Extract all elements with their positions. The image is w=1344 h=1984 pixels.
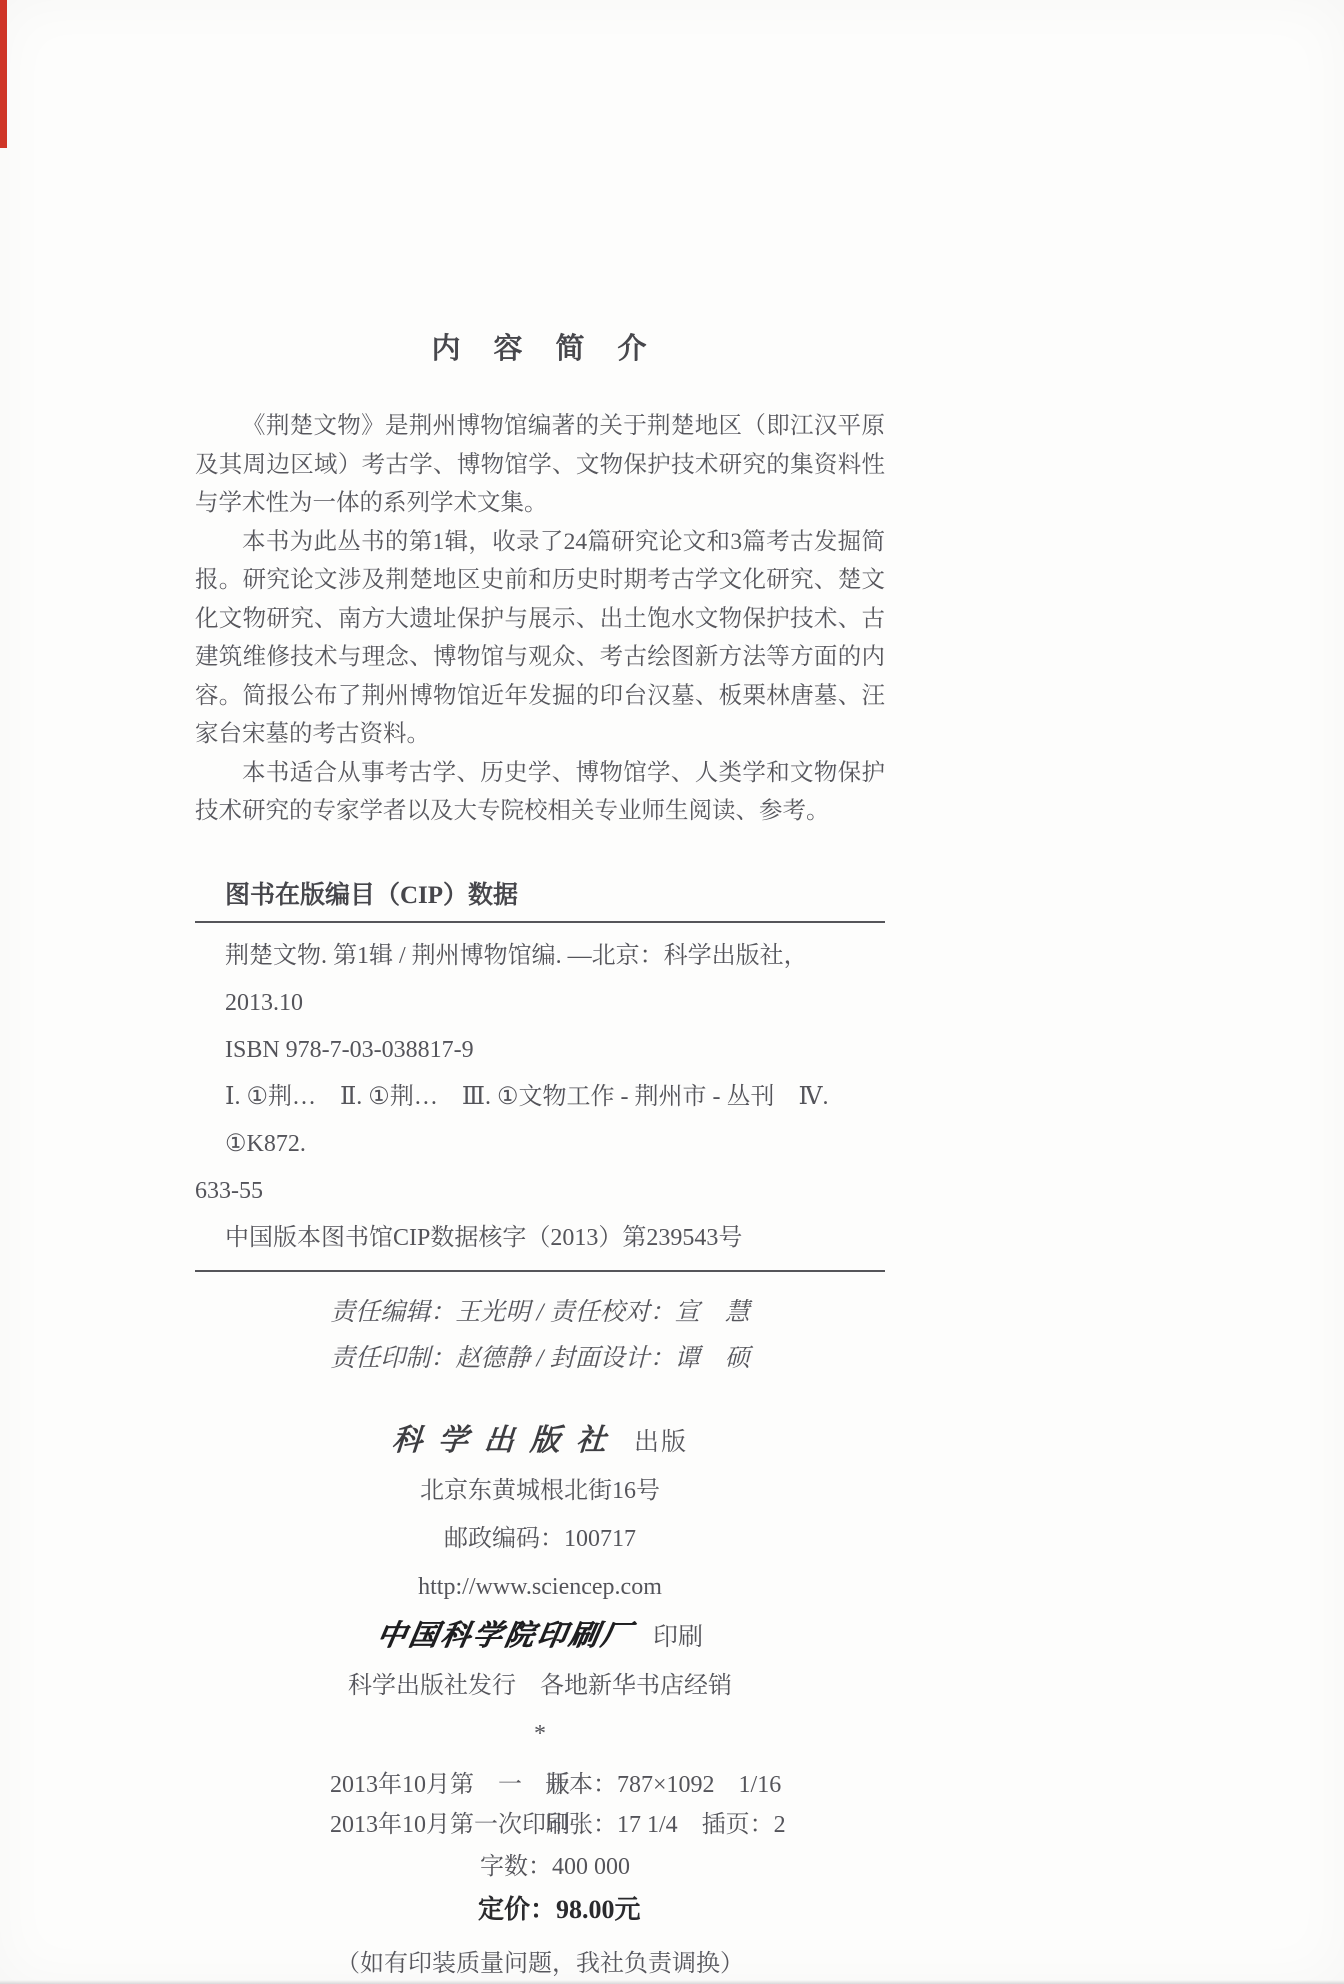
colophon	[195, 1424, 885, 1978]
edition-row	[330, 1765, 885, 1805]
quality-swap-note: （如有印装质量问题，我社负责调换）	[336, 1950, 744, 1977]
staff-line-editors: 责任编辑：王光明 / 责任校对：宣 慧	[330, 1298, 750, 1326]
price: 定价：98.00元	[478, 1894, 641, 1924]
publisher-address: 北京东黄城根北街16号	[420, 1477, 660, 1504]
summary-paragraph-2: 本书为此丛书的第1辑，收录了24篇研究论文和3篇考古发掘简报。研究论文涉及荆楚地区史前和历史时期考古学文化研究、楚文化文物研究、南方大遗址保护与展示、出土饱水文物保护技术、古建筑维修技术与理念、博物馆与观众、考古绘图新方法等方面的内容。简报公布了荆州博物馆近年发掘的印台汉墓、板栗林唐墓、汪家台宋墓的考古资料。	[195, 528, 885, 747]
cip-isbn-line: ISBN 978-7-03-038817-9	[225, 1036, 474, 1063]
content-summary-title: 内 容 简 介	[431, 333, 649, 365]
divider-star: *	[534, 1720, 546, 1747]
word-count: 字数：400 000	[480, 1853, 630, 1880]
cip-record-number-line: 中国版本图书馆CIP数据核字（2013）第239543号	[225, 1224, 743, 1251]
cip-data-block	[195, 875, 885, 1272]
staff-line-printing: 责任印制：赵德静 / 封面设计：谭 硕	[330, 1344, 750, 1372]
publisher-postcode: 邮政编码：100717	[444, 1525, 636, 1552]
publisher-website: http://www.sciencep.com	[418, 1573, 662, 1600]
printer-suffix-label: 印刷	[653, 1623, 704, 1651]
content-column	[195, 326, 885, 1984]
distribution-line: 科学出版社发行 各地新华书店经销	[348, 1672, 732, 1699]
printer-line	[195, 1618, 885, 1655]
publisher-line	[195, 1424, 885, 1460]
scan-edge-shadow	[0, 1980, 1344, 1984]
cip-header: 图书在版编目（CIP）数据	[225, 881, 519, 909]
cip-classification-continued: 633-55	[195, 1177, 263, 1204]
summary-paragraph-1: 《荆楚文物》是荆州博物馆编著的关于荆楚地区（即江汉平原及其周边区域）考古学、博物馆学、文物保护技术研究的集资料性与学术性为一体的系列学术文集。	[195, 413, 885, 516]
cip-bottom-rule	[195, 1270, 885, 1272]
staff-credits	[195, 1290, 885, 1382]
science-press-logo: 科学出版社	[390, 1422, 624, 1458]
printing-row	[330, 1805, 885, 1845]
edition-date: 2013年10月第 一 版	[330, 1771, 570, 1798]
cip-body	[195, 923, 885, 1270]
printing-date: 2013年10月第一次印刷	[330, 1811, 570, 1838]
scan-edge-artifact	[0, 0, 7, 148]
publisher-suffix-label: 出版	[633, 1428, 688, 1456]
cip-classification-line: Ⅰ. ①荆… Ⅱ. ①荆… Ⅲ. ①文物工作 - 荆州市 - 丛刊 Ⅳ. ①K872.	[225, 1083, 829, 1157]
cip-title-line: 荆楚文物. 第1辑 / 荆州博物馆编. —北京：科学出版社，2013.10	[225, 942, 808, 1016]
format-spec: 开本：787×1092 1/16	[545, 1771, 782, 1798]
summary-paragraph-3: 本书适合从事考古学、历史学、博物馆学、人类学和文物保护技术研究的专家学者以及大专院校相关专业师生阅读、参考。	[195, 759, 885, 824]
sheets-spec: 印张：17 1/4 插页：2	[545, 1811, 786, 1838]
cas-printing-house-logo: 中国科学院印刷厂	[373, 1617, 636, 1652]
